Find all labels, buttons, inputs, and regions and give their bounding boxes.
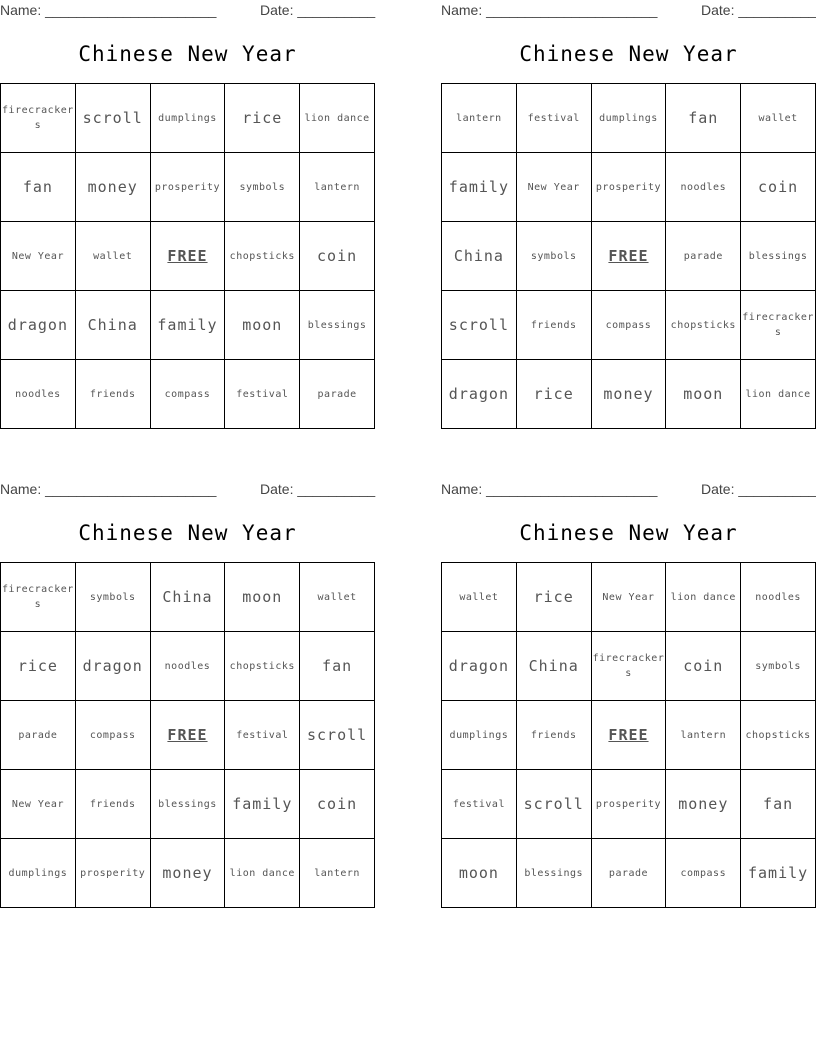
bingo-cell: symbols [516, 222, 591, 291]
bingo-row [1, 153, 375, 222]
bingo-cell: festival [225, 701, 300, 770]
bingo-row [1, 291, 375, 360]
bingo-row [442, 153, 816, 222]
bingo-cell: prosperity [75, 839, 150, 908]
bingo-cell: scroll [442, 291, 517, 360]
name-date-row [0, 479, 375, 501]
bingo-cell: lion dance [300, 84, 375, 153]
bingo-cell: family [741, 839, 816, 908]
card-title: Chinese New Year [78, 521, 297, 545]
bingo-cell: compass [666, 839, 741, 908]
bingo-cell: wallet [300, 563, 375, 632]
bingo-row [1, 770, 375, 839]
bingo-cell: lantern [300, 153, 375, 222]
date-field-label: Date: __________ [260, 2, 376, 18]
free-space-cell: FREE [150, 222, 225, 291]
bingo-card [441, 0, 816, 403]
bingo-cell: rice [516, 563, 591, 632]
name-date-row [441, 479, 816, 501]
card-title: Chinese New Year [78, 42, 297, 66]
bingo-cell: chopsticks [225, 222, 300, 291]
bingo-cell: chopsticks [225, 632, 300, 701]
bingo-cell: coin [300, 770, 375, 839]
bingo-cell: firecrackers [1, 563, 76, 632]
name-date-row [441, 0, 816, 22]
bingo-cell: compass [75, 701, 150, 770]
bingo-grid [441, 562, 816, 908]
bingo-cell: dragon [1, 291, 76, 360]
bingo-cell: symbols [75, 563, 150, 632]
bingo-cell: blessings [516, 839, 591, 908]
bingo-row [442, 84, 816, 153]
bingo-cell: lion dance [225, 839, 300, 908]
bingo-cell: parade [1, 701, 76, 770]
bingo-cell: wallet [741, 84, 816, 153]
bingo-cell: family [150, 291, 225, 360]
bingo-cell: noodles [741, 563, 816, 632]
bingo-cell: coin [300, 222, 375, 291]
bingo-cell: prosperity [150, 153, 225, 222]
bingo-cell: wallet [442, 563, 517, 632]
bingo-cell: lion dance [741, 360, 816, 429]
bingo-card [441, 479, 816, 882]
bingo-cell: money [666, 770, 741, 839]
bingo-cell: coin [666, 632, 741, 701]
bingo-cell: parade [666, 222, 741, 291]
bingo-cell: symbols [741, 632, 816, 701]
bingo-cell: lion dance [666, 563, 741, 632]
bingo-cell: chopsticks [666, 291, 741, 360]
bingo-grid [441, 83, 816, 429]
bingo-cell: festival [442, 770, 517, 839]
card-title: Chinese New Year [519, 521, 738, 545]
bingo-cell: money [591, 360, 666, 429]
date-field-label: Date: __________ [260, 481, 376, 497]
bingo-row [442, 563, 816, 632]
bingo-row [442, 222, 816, 291]
bingo-row [442, 770, 816, 839]
bingo-row [1, 360, 375, 429]
bingo-cell: firecrackers [1, 84, 76, 153]
bingo-cell: money [150, 839, 225, 908]
bingo-cell: New Year [1, 222, 76, 291]
bingo-cell: coin [741, 153, 816, 222]
bingo-row [1, 839, 375, 908]
bingo-cell: chopsticks [741, 701, 816, 770]
bingo-cell: dumplings [1, 839, 76, 908]
bingo-card [0, 479, 376, 882]
bingo-cell: lantern [300, 839, 375, 908]
bingo-cell: family [442, 153, 517, 222]
bingo-cell: China [442, 222, 517, 291]
bingo-cell: moon [225, 563, 300, 632]
name-field-label: Name: ______________________ [0, 481, 217, 497]
bingo-row [1, 563, 375, 632]
bingo-cell: compass [591, 291, 666, 360]
free-space-cell: FREE [591, 222, 666, 291]
bingo-cell: friends [75, 360, 150, 429]
bingo-cell: dumplings [591, 84, 666, 153]
bingo-cell: fan [1, 153, 76, 222]
name-field-label: Name: ______________________ [441, 2, 658, 18]
bingo-cell: prosperity [591, 153, 666, 222]
bingo-cell: New Year [591, 563, 666, 632]
name-field-label: Name: ______________________ [0, 2, 217, 18]
bingo-cell: New Year [516, 153, 591, 222]
bingo-cell: blessings [741, 222, 816, 291]
bingo-cell: lantern [666, 701, 741, 770]
bingo-cell: money [75, 153, 150, 222]
bingo-row [442, 291, 816, 360]
bingo-cell: rice [1, 632, 76, 701]
name-field-label: Name: ______________________ [441, 481, 658, 497]
bingo-grid [0, 83, 375, 429]
bingo-cell: symbols [225, 153, 300, 222]
bingo-cell: parade [591, 839, 666, 908]
bingo-row [442, 701, 816, 770]
bingo-cell: scroll [75, 84, 150, 153]
bingo-cell: noodles [666, 153, 741, 222]
bingo-cell: scroll [300, 701, 375, 770]
bingo-cell: friends [75, 770, 150, 839]
bingo-cell: China [516, 632, 591, 701]
bingo-cell: rice [225, 84, 300, 153]
bingo-cell: dragon [75, 632, 150, 701]
bingo-cell: lantern [442, 84, 517, 153]
bingo-row [442, 632, 816, 701]
bingo-cell: rice [516, 360, 591, 429]
date-field-label: Date: __________ [701, 2, 816, 18]
bingo-cell: friends [516, 291, 591, 360]
bingo-cell: friends [516, 701, 591, 770]
bingo-row [442, 360, 816, 429]
free-space-cell: FREE [591, 701, 666, 770]
bingo-cell: compass [150, 360, 225, 429]
bingo-cell: moon [666, 360, 741, 429]
bingo-cell: firecrackers [741, 291, 816, 360]
bingo-cell: moon [442, 839, 517, 908]
bingo-cell: blessings [150, 770, 225, 839]
bingo-cell: parade [300, 360, 375, 429]
bingo-cell: China [150, 563, 225, 632]
bingo-row [442, 839, 816, 908]
bingo-card [0, 0, 376, 400]
bingo-row [1, 222, 375, 291]
bingo-cell: blessings [300, 291, 375, 360]
bingo-cell: scroll [516, 770, 591, 839]
bingo-cell: firecrackers [591, 632, 666, 701]
bingo-cell: fan [666, 84, 741, 153]
bingo-cell: dragon [442, 360, 517, 429]
bingo-cell: wallet [75, 222, 150, 291]
bingo-cell: dumplings [442, 701, 517, 770]
bingo-cell: dragon [442, 632, 517, 701]
bingo-grid [0, 562, 375, 908]
bingo-cell: festival [516, 84, 591, 153]
date-field-label: Date: __________ [701, 481, 816, 497]
bingo-cell: fan [300, 632, 375, 701]
bingo-row [1, 701, 375, 770]
bingo-cell: dumplings [150, 84, 225, 153]
bingo-cell: moon [225, 291, 300, 360]
bingo-cell: fan [741, 770, 816, 839]
bingo-row [1, 632, 375, 701]
bingo-cell: New Year [1, 770, 76, 839]
bingo-cell: noodles [150, 632, 225, 701]
bingo-cell: China [75, 291, 150, 360]
bingo-cell: family [225, 770, 300, 839]
name-date-row [0, 0, 375, 22]
bingo-cell: festival [225, 360, 300, 429]
bingo-cell: prosperity [591, 770, 666, 839]
bingo-row [1, 84, 375, 153]
bingo-cell: noodles [1, 360, 76, 429]
free-space-cell: FREE [150, 701, 225, 770]
card-title: Chinese New Year [519, 42, 738, 66]
